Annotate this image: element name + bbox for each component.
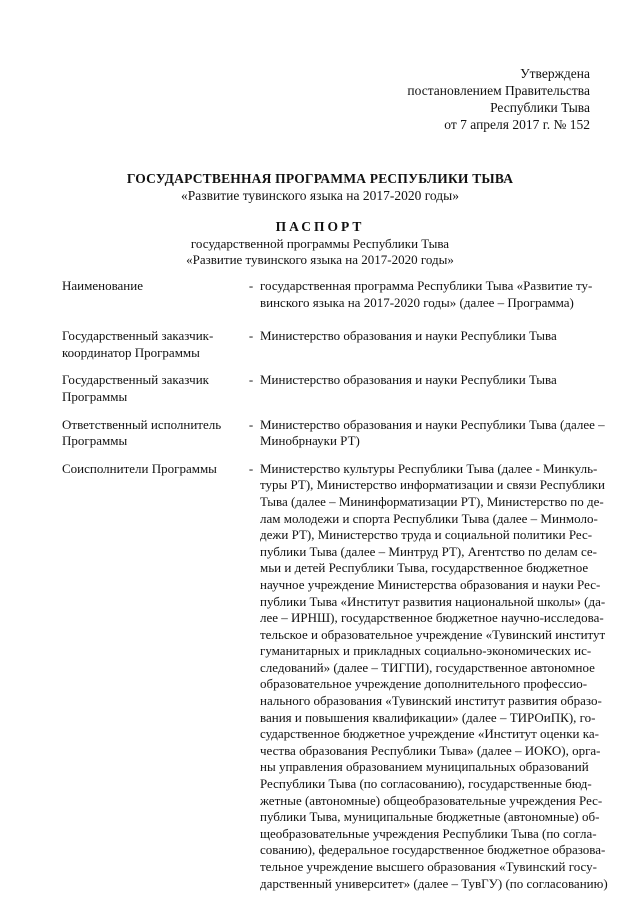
row-label bbox=[62, 328, 242, 361]
row-label bbox=[62, 278, 242, 311]
row-value-line: чества образования Республики Тыва» (далее – ИОКО), орга- bbox=[260, 742, 601, 758]
row-value-line: Минобрнауки РТ) bbox=[260, 433, 360, 449]
row-value-line: туры РТ), Министерство информатизации и связи Республики bbox=[260, 477, 605, 493]
row-value-line: дарственный университет» (далее – ТувГУ) (по согласованию) bbox=[260, 875, 608, 891]
row-value-line: лам молодежи и спорта Республики Тыва (далее – Минмоло- bbox=[260, 510, 598, 526]
row-label bbox=[62, 372, 242, 405]
row-label bbox=[62, 417, 242, 450]
passport-subtitle-1: государственной программы Республики Тыва bbox=[190, 236, 450, 251]
row-dash: - bbox=[248, 278, 254, 293]
passport-heading-block bbox=[0, 219, 640, 268]
approval-line-date-number: от 7 апреля 2017 г. № 152 bbox=[444, 117, 590, 132]
row-value-line: Тыва (далее – Мининформатизации РТ), Министерство по де- bbox=[260, 493, 604, 509]
row-value-line: Министерство образования и науки Республики Тыва bbox=[260, 328, 557, 344]
row-value-line: следований» (далее – ТИГПИ), государственное автономное bbox=[260, 659, 595, 675]
row-dash: - bbox=[248, 416, 254, 432]
row-dash: - bbox=[248, 460, 254, 476]
row-value bbox=[260, 372, 618, 405]
row-label-line: координатор Программы bbox=[62, 344, 200, 360]
row-value bbox=[260, 417, 618, 450]
approval-line-republic: Республики Тыва bbox=[490, 100, 590, 115]
passport-heading: ПАСПОРТ bbox=[275, 219, 365, 234]
row-value-line: Министерство образования и науки Республики Тыва (далее – bbox=[260, 416, 605, 432]
row-value-line: тельское и образовательное учреждение «Тувинский институт bbox=[260, 626, 606, 642]
row-label-line: Программы bbox=[62, 388, 128, 404]
passport-table bbox=[62, 278, 618, 892]
row-value-line: дежи РТ), Министерство труда и социальной политики Рес- bbox=[260, 527, 593, 543]
row-value bbox=[260, 328, 618, 361]
row-value-line: государственная программа Республики Тыва «Развитие ту- bbox=[260, 278, 593, 293]
row-value-line: публики Тыва «Институт развития национальной школы» (да- bbox=[260, 593, 606, 609]
row-dash: - bbox=[248, 372, 254, 388]
row-value-line: ны управления образованием муниципальных образований bbox=[260, 759, 589, 775]
row-label-line: Соисполнители Программы bbox=[62, 460, 217, 476]
row-value-line: Республики Тыва (по согласованию), государственные бюд- bbox=[260, 776, 592, 792]
row-value-line: Министерство культуры Республики Тыва (далее - Минкуль- bbox=[260, 460, 598, 476]
row-value-line: лее – ИРНШ), государственное бюджетное научно-исследова- bbox=[260, 610, 604, 626]
passport-row-executor bbox=[62, 417, 618, 450]
row-label-line: Государственный заказчик bbox=[62, 372, 209, 388]
row-value-line: сударственное бюджетное учреждение «Институт оценки ка- bbox=[260, 726, 599, 742]
row-dash: - bbox=[248, 328, 254, 344]
row-value-line: образовательное учреждение дополнительного профессио- bbox=[260, 676, 588, 692]
row-value-line: публики Тыва, муниципальные бюджетные (автономные) об- bbox=[260, 809, 600, 825]
passport-row-co-executors bbox=[62, 461, 618, 892]
row-value-line: щеобразовательные учреждения Республики Тыва (по согла- bbox=[260, 825, 597, 841]
row-value-line: тельное учреждение высшего образования «Тувинский госу- bbox=[260, 859, 597, 874]
row-value-line: нального образования «Тувинский институт развития образо- bbox=[260, 693, 602, 709]
row-value bbox=[260, 278, 618, 311]
passport-row-customer-coordinator bbox=[62, 328, 618, 361]
passport-subtitle-2: «Развитие тувинского языка на 2017-2020 годы» bbox=[186, 252, 454, 267]
row-value-line: вания и повышения квалификации» (далее – ТИРОиПК), го- bbox=[260, 709, 596, 725]
row-value-line: гуманитарных и прикладных социально-экономических ис- bbox=[260, 643, 592, 659]
program-subtitle: «Развитие тувинского языка на 2017-2020 годы» bbox=[181, 188, 459, 203]
program-title-block bbox=[0, 170, 640, 204]
passport-row-customer bbox=[62, 372, 618, 405]
approval-line-approved: Утверждена bbox=[520, 66, 590, 81]
row-value-line: публики Тыва (далее – Минтруд РТ), Агентство по делам се- bbox=[260, 543, 597, 559]
approval-line-resolution: постановлением Правительства bbox=[407, 83, 590, 98]
row-value bbox=[260, 461, 618, 892]
approval-block bbox=[407, 65, 590, 133]
row-label-line: Государственный заказчик- bbox=[62, 328, 214, 344]
row-label bbox=[62, 461, 242, 892]
row-label-line: Наименование bbox=[62, 278, 143, 293]
row-label-line: Ответственный исполнитель bbox=[62, 416, 222, 432]
row-value-line: жетные (автономные) общеобразовательные учреждения Рес- bbox=[260, 792, 603, 808]
row-value-line: винского языка на 2017-2020 годы» (далее – Программа) bbox=[260, 294, 574, 310]
row-label-line: Программы bbox=[62, 433, 128, 449]
row-value-line: Министерство образования и науки Республики Тыва bbox=[260, 372, 557, 388]
row-value-line: мьи и детей Республики Тыва, государственное бюджетное bbox=[260, 560, 589, 576]
row-value-line: научное учреждение Министерства образования и науки Рес- bbox=[260, 576, 601, 592]
row-value-line: сованию), федеральное государственное бюджетное образова- bbox=[260, 842, 606, 858]
passport-row-name bbox=[62, 278, 618, 311]
program-title: ГОСУДАРСТВЕННАЯ ПРОГРАММА РЕСПУБЛИКИ ТЫВА bbox=[126, 171, 514, 186]
